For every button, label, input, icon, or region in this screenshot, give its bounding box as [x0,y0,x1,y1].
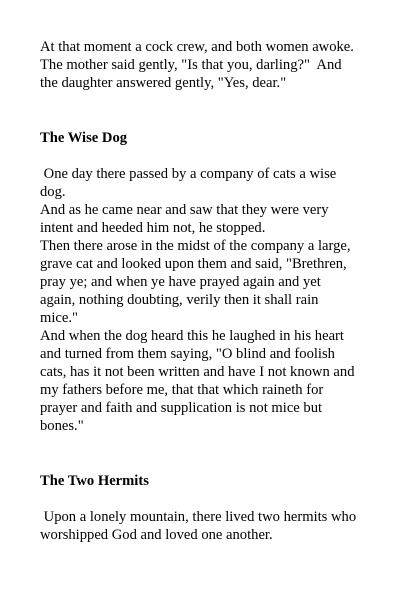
text-line: cats, has it not been written and have I not known and [40,364,355,380]
text-line: And when the dog heard this he laughed in his heart [40,328,344,344]
document-page [40,38,385,544]
text-line: pray ye; and when ye have prayed again and yet [40,274,321,290]
text-line: dog. [40,184,66,200]
text-line: The mother said gently, "Is that you, darling?" And [40,57,342,73]
text-line: bones." [40,418,84,434]
text-line: One day there passed by a company of cats a wise [40,166,337,182]
text-line: At that moment a cock crew, and both women awoke. [40,39,354,55]
text-line: the daughter answered gently, "Yes, dear." [40,75,287,91]
section-title-two-hermits: The Two Hermits [40,473,149,489]
text-line: and turned from them saying, "O blind and foolish [40,346,335,362]
text-line: worshipped God and loved one another. [40,527,273,543]
section-title-wise-dog: The Wise Dog [40,130,128,146]
text-line: And as he came near and saw that they were very [40,202,329,218]
text-line: mice." [40,310,78,326]
text-line: grave cat and looked upon them and said, "Brethren, [40,256,347,272]
text-line: Upon a lonely mountain, there lived two hermits who [40,509,357,525]
text-line: my fathers before me, that that which raineth for [40,382,324,398]
opening-paragraph [40,38,385,92]
text-line: Then there arose in the midst of the company a large, [40,238,351,254]
text-line: prayer and faith and supplication is not mice but [40,400,323,416]
text-line: intent and heeded him not, he stopped. [40,220,266,236]
two-hermits-text [40,508,385,544]
text-line: again, nothing doubting, verily then it shall rain [40,292,319,308]
wise-dog-text [40,165,385,435]
